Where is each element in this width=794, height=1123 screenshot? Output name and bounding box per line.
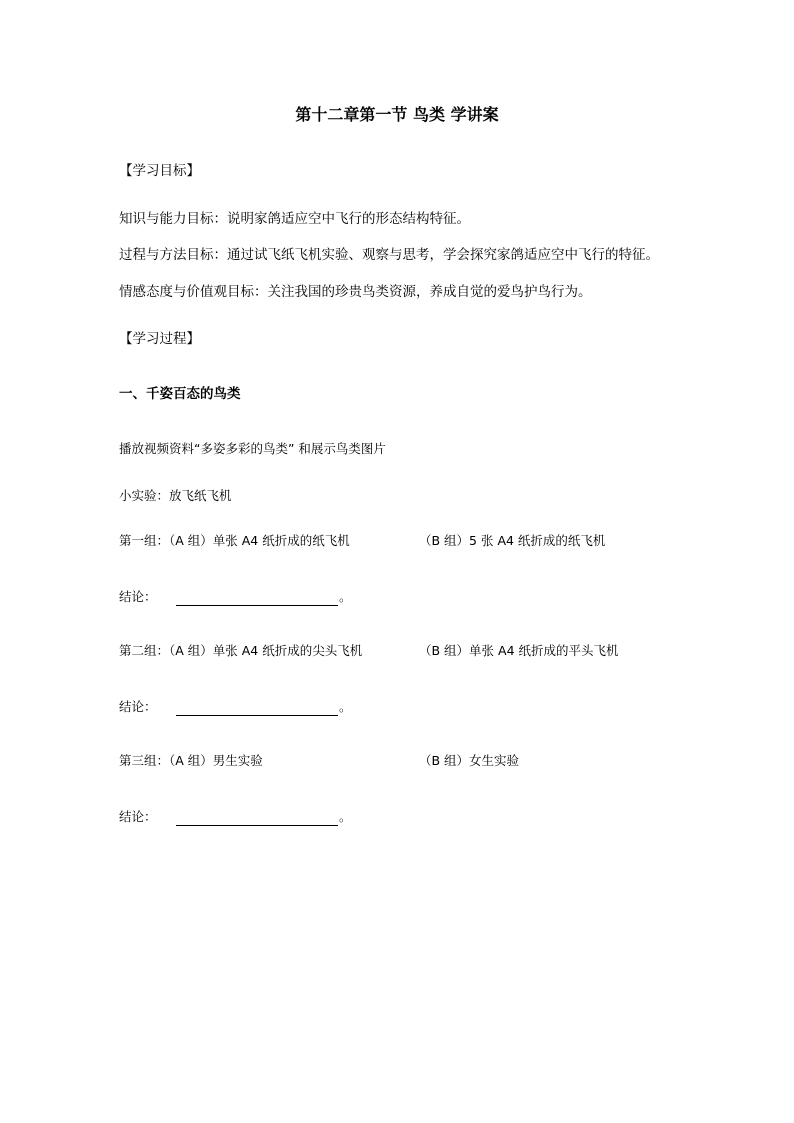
group-1-row [119, 532, 679, 550]
conclusion-label: 结论： [119, 589, 157, 604]
group-2-a: 第二组：（A 组）单张 A4 纸折成的尖头飞机 [119, 643, 363, 658]
conclusion-period: 。 [339, 589, 352, 604]
objectives-heading: 【学习目标】 [119, 163, 200, 179]
document-title: 第十二章第一节 鸟类 学讲案 [295, 105, 499, 124]
group-3-conclusion [119, 808, 359, 826]
group-1-conclusion [119, 588, 359, 606]
experiment-line: 小实验：放飞纸飞机 [119, 488, 232, 503]
group-2-b: （B 组）单张 A4 纸折成的平头飞机 [419, 643, 619, 658]
group-2-row [119, 642, 679, 660]
conclusion-period: 。 [339, 699, 352, 714]
objective-attitude: 情感态度与价值观目标：关注我国的珍贵鸟类资源，养成自觉的爱鸟护鸟行为。 [119, 284, 592, 300]
group-3-a: 第三组：（A 组）男生实验 [119, 753, 263, 768]
conclusion-label: 结论： [119, 699, 157, 714]
group-3-b: （B 组）女生实验 [419, 753, 520, 768]
video-line: 播放视频资料“多姿多彩的鸟类” 和展示鸟类图片 [119, 441, 386, 456]
conclusion-label: 结论： [119, 809, 157, 824]
objective-knowledge: 知识与能力目标：说明家鸽适应空中飞行的形态结构特征。 [119, 211, 470, 227]
group-1-b: （B 组）5 张 A4 纸折成的纸飞机 [419, 533, 606, 548]
conclusion-blank[interactable] [176, 808, 338, 826]
process-heading: 【学习过程】 [119, 331, 200, 347]
section-title: 一、千姿百态的鸟类 [119, 386, 241, 402]
group-3-row [119, 752, 679, 770]
conclusion-period: 。 [339, 809, 352, 824]
objective-process: 过程与方法目标：通过试飞纸飞机实验、观察与思考，学会探究家鸽适应空中飞行的特征。 [119, 247, 659, 263]
conclusion-blank[interactable] [176, 588, 338, 606]
group-2-conclusion [119, 698, 359, 716]
conclusion-blank[interactable] [176, 698, 338, 716]
group-1-a: 第一组：（A 组）单张 A4 纸折成的纸飞机 [119, 533, 350, 548]
